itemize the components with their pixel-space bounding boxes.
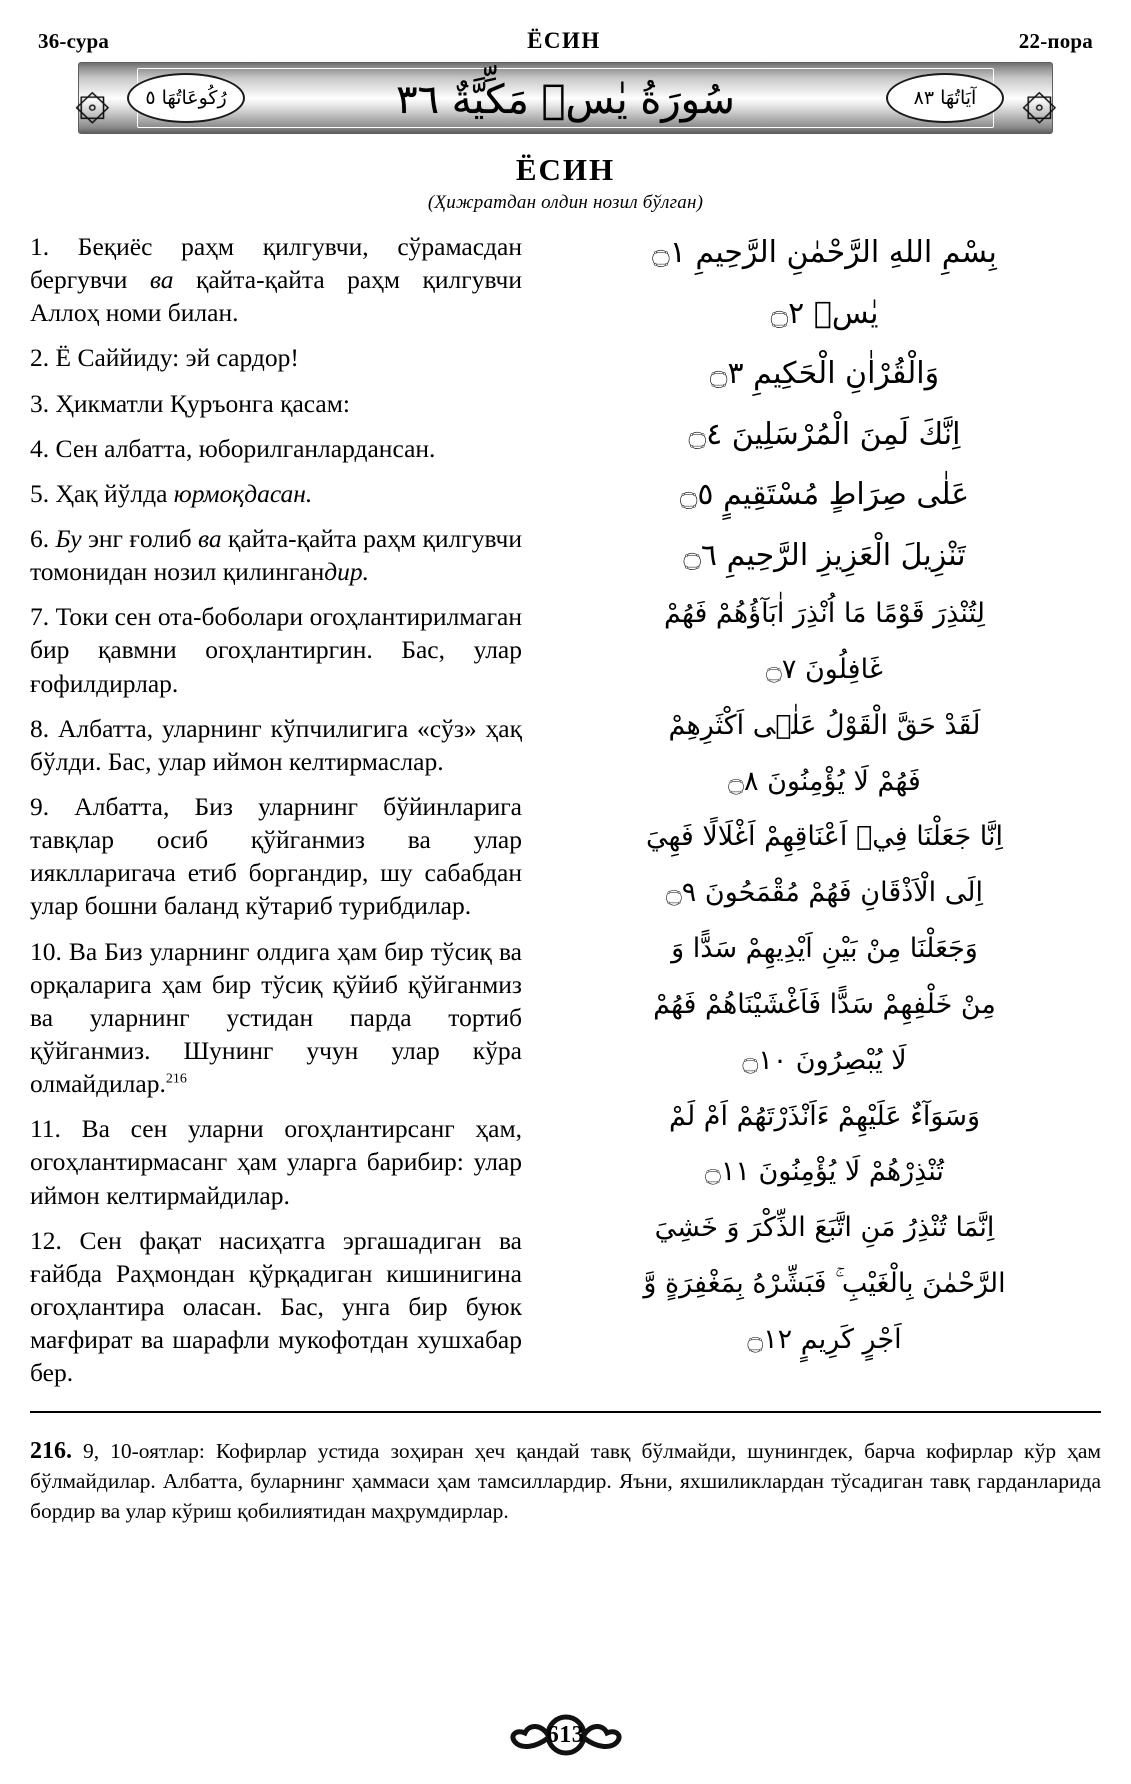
footnote — [30, 1435, 1101, 1526]
ayah-10c: لَا يُبْصِرُونَ ۝١٠ — [742, 1044, 907, 1076]
ayah-11b: تُنْذِرْهُمْ لَا يُؤْمِنُونَ ۝١١ — [705, 1156, 944, 1188]
footnote-divider — [30, 1411, 1101, 1413]
ayah-5: عَلٰى صِرَاطٍ مُسْتَقِيمٍ ۝٥ — [679, 477, 970, 512]
page-number: 613 — [546, 1721, 585, 1748]
footnote-text: 9, 10-оятлар: Кофирлар устида зоҳиран ҳеч қандай тавқ бўлмайди, шунингдек, барча кофирлар кўр ҳам бўлмайдилар. Албатта, буларнинг ҳаммаси ҳам тамсиллардир. Яъни, яхшиликлардан тўсадиган тавқ гарданларида бордир ва улар кўриш қобилиятидан маҳрумдирлар. — [30, 1438, 1101, 1523]
sura-subtitle: (Ҳижратдан олдин нозил бўлган) — [427, 192, 704, 213]
verse-7: 7. Токи сен ота-боболари огоҳлантирилмаган бир қавмни огоҳлантиргин. Бас, улар ғофилдирлар. — [30, 602, 522, 698]
ayah-7: لِتُنْذِرَ قَوْمًا مَا اُنْذِرَ اٰبَآؤُهُمْ فَهُمْ — [664, 598, 985, 629]
verse-9: 9. Албатта, Биз уларнинг бўйинларига тавқлар осиб қўйганмиз ва улар ияклларигача етиб боргандир, шу сабабдан улар бошни баланд кўтариб турибдилар. — [30, 791, 522, 921]
ayah-9b: اِلَى الْاَذْقَانِ فَهُمْ مُقْمَحُونَ ۝٩ — [665, 877, 984, 909]
ayah-7b: غَافِلُونَ ۝٧ — [766, 653, 883, 685]
running-head-sura: 36-сура — [38, 29, 110, 53]
ayah-10: وَجَعَلْنَا مِنْ بَيْنِ اَيْدِيهِمْ سَدًّا وَ — [671, 933, 978, 965]
translation-column — [30, 230, 522, 1401]
ayah-4: اِنَّكَ لَمِنَ الْمُرْسَلِينَ ۝٤ — [688, 416, 961, 452]
ayah-11: وَسَوَآءٌ عَلَيْهِمْ ءَاَنْذَرْتَهُمْ اَمْ لَمْ — [668, 1100, 980, 1132]
ayah-9: اِنَّا جَعَلْنَا فِيۤ اَعْنَاقِهِمْ اَغْلَالًا فَهِيَ — [645, 821, 1004, 853]
verse-6: 6. Бу энг ғолиб ва қайта-қайта раҳм қилгувчи томонидан нозил қилингандир. — [30, 523, 523, 587]
banner-sura-name-arabic: سُورَةُ يٰسۤ مَكِّيَّةٌ ٣٦ — [396, 77, 735, 123]
running-head-title: ЁСИН — [527, 28, 601, 53]
sura-banner — [74, 62, 1057, 134]
verse-5: 5. Ҳақ йўлда юрмоқдасан. — [30, 478, 313, 508]
verse-10: 10. Ва Биз уларнинг олдига ҳам бир тўсиқ ва орқаларига ҳам бир тўсиқ қўйиб қўйганмиз ва уларнинг устидан парда тортиб қўйганмиз. Шунинг учун улар кўра олмайдилар.$^{216}$ — [30, 936, 522, 1099]
ayah-12b: الرَّحْمٰنَ بِالْغَيْبِ ۚ فَبَشِّرْهُ بِمَغْفِرَةٍ وَّ — [643, 1268, 1006, 1300]
ayah-6: تَنْزِيلَ الْعَزِيزِ الرَّحِيمِ ۝٦ — [683, 537, 966, 573]
verse-4: 4. Сен албатта, юборилганлардансан. — [30, 433, 436, 463]
running-head-juz: 22-пора — [1018, 29, 1093, 53]
ayah-1: بِسْمِ اللهِ الرَّحْمٰنِ الرَّحِيمِ ۝١ — [652, 235, 997, 270]
verse-11: 11. Ва сен уларни огоҳлантирсанг ҳам, огоҳлантирмасанг ҳам уларга барибир: улар иймон келтирмайдилар. — [30, 1114, 522, 1210]
sura-title: ЁСИН — [515, 152, 616, 187]
arabic-column — [548, 230, 1101, 1401]
verse-2: 2. Ё Саййиду: эй сардор! — [30, 343, 299, 373]
ayah-8b: فَهُمْ لَا يُؤْمِنُونَ ۝٨ — [728, 765, 921, 797]
folio — [0, 1712, 1131, 1758]
ayah-12: اِنَّمَا تُنْذِرُ مَنِ اتَّبَعَ الذِّكْرَ وَ خَشِيَ — [654, 1212, 995, 1244]
banner-ornament-left-icon: ۞ — [74, 68, 110, 130]
banner-ruku-count: رُكُوعَاتُهَا ٥ — [127, 73, 245, 123]
verse-3: 3. Ҳикматли Қуръонга қасам: — [30, 388, 350, 418]
ayah-10b: مِنْ خَلْفِهِمْ سَدًّا فَاَغْشَيْنَاهُمْ فَهُمْ — [653, 988, 996, 1020]
translation-and-arabic-columns — [30, 230, 1101, 1401]
ayah-2: يٰسۤ ۝٢ — [770, 295, 879, 331]
verse-1: 1. Беқиёс раҳм қилгувчи, сўрамасдан бергувчи ва қайта-қайта раҳм қилгувчи Аллоҳ номи билан. — [30, 232, 522, 328]
ayah-3: وَالْقُرْاٰنِ الْحَكِيمِ ۝٣ — [709, 356, 940, 391]
folio-ornament-icon — [501, 1712, 631, 1758]
banner-ayah-count: آيَاتُهَا ٨٣ — [886, 73, 1004, 123]
running-head — [30, 28, 1101, 54]
ayah-12c: اَجْرٍ كَرِيمٍ ۝١٢ — [747, 1323, 902, 1355]
verse-12: 12. Сен фақат насиҳатга эргашадиган ва ғайбда Раҳмондан қўрқадиган кишинигина огоҳлантира оласан. Бас, унга бир буюк мағфират ва шарафли мукофотдан хушхабар бер. — [30, 1225, 522, 1388]
footnote-number: 216. — [30, 1437, 72, 1464]
ayah-8: لَقَدْ حَقَّ الْقَوْلُ عَلٰۤى اَكْثَرِهِمْ — [668, 709, 981, 741]
verse-8: 8. Албатта, уларнинг кўпчилигига «сўз» ҳақ бўлди. Бас, улар иймон келтирмаслар. — [30, 713, 522, 776]
banner-ornament-right-icon: ۞ — [1021, 68, 1057, 130]
